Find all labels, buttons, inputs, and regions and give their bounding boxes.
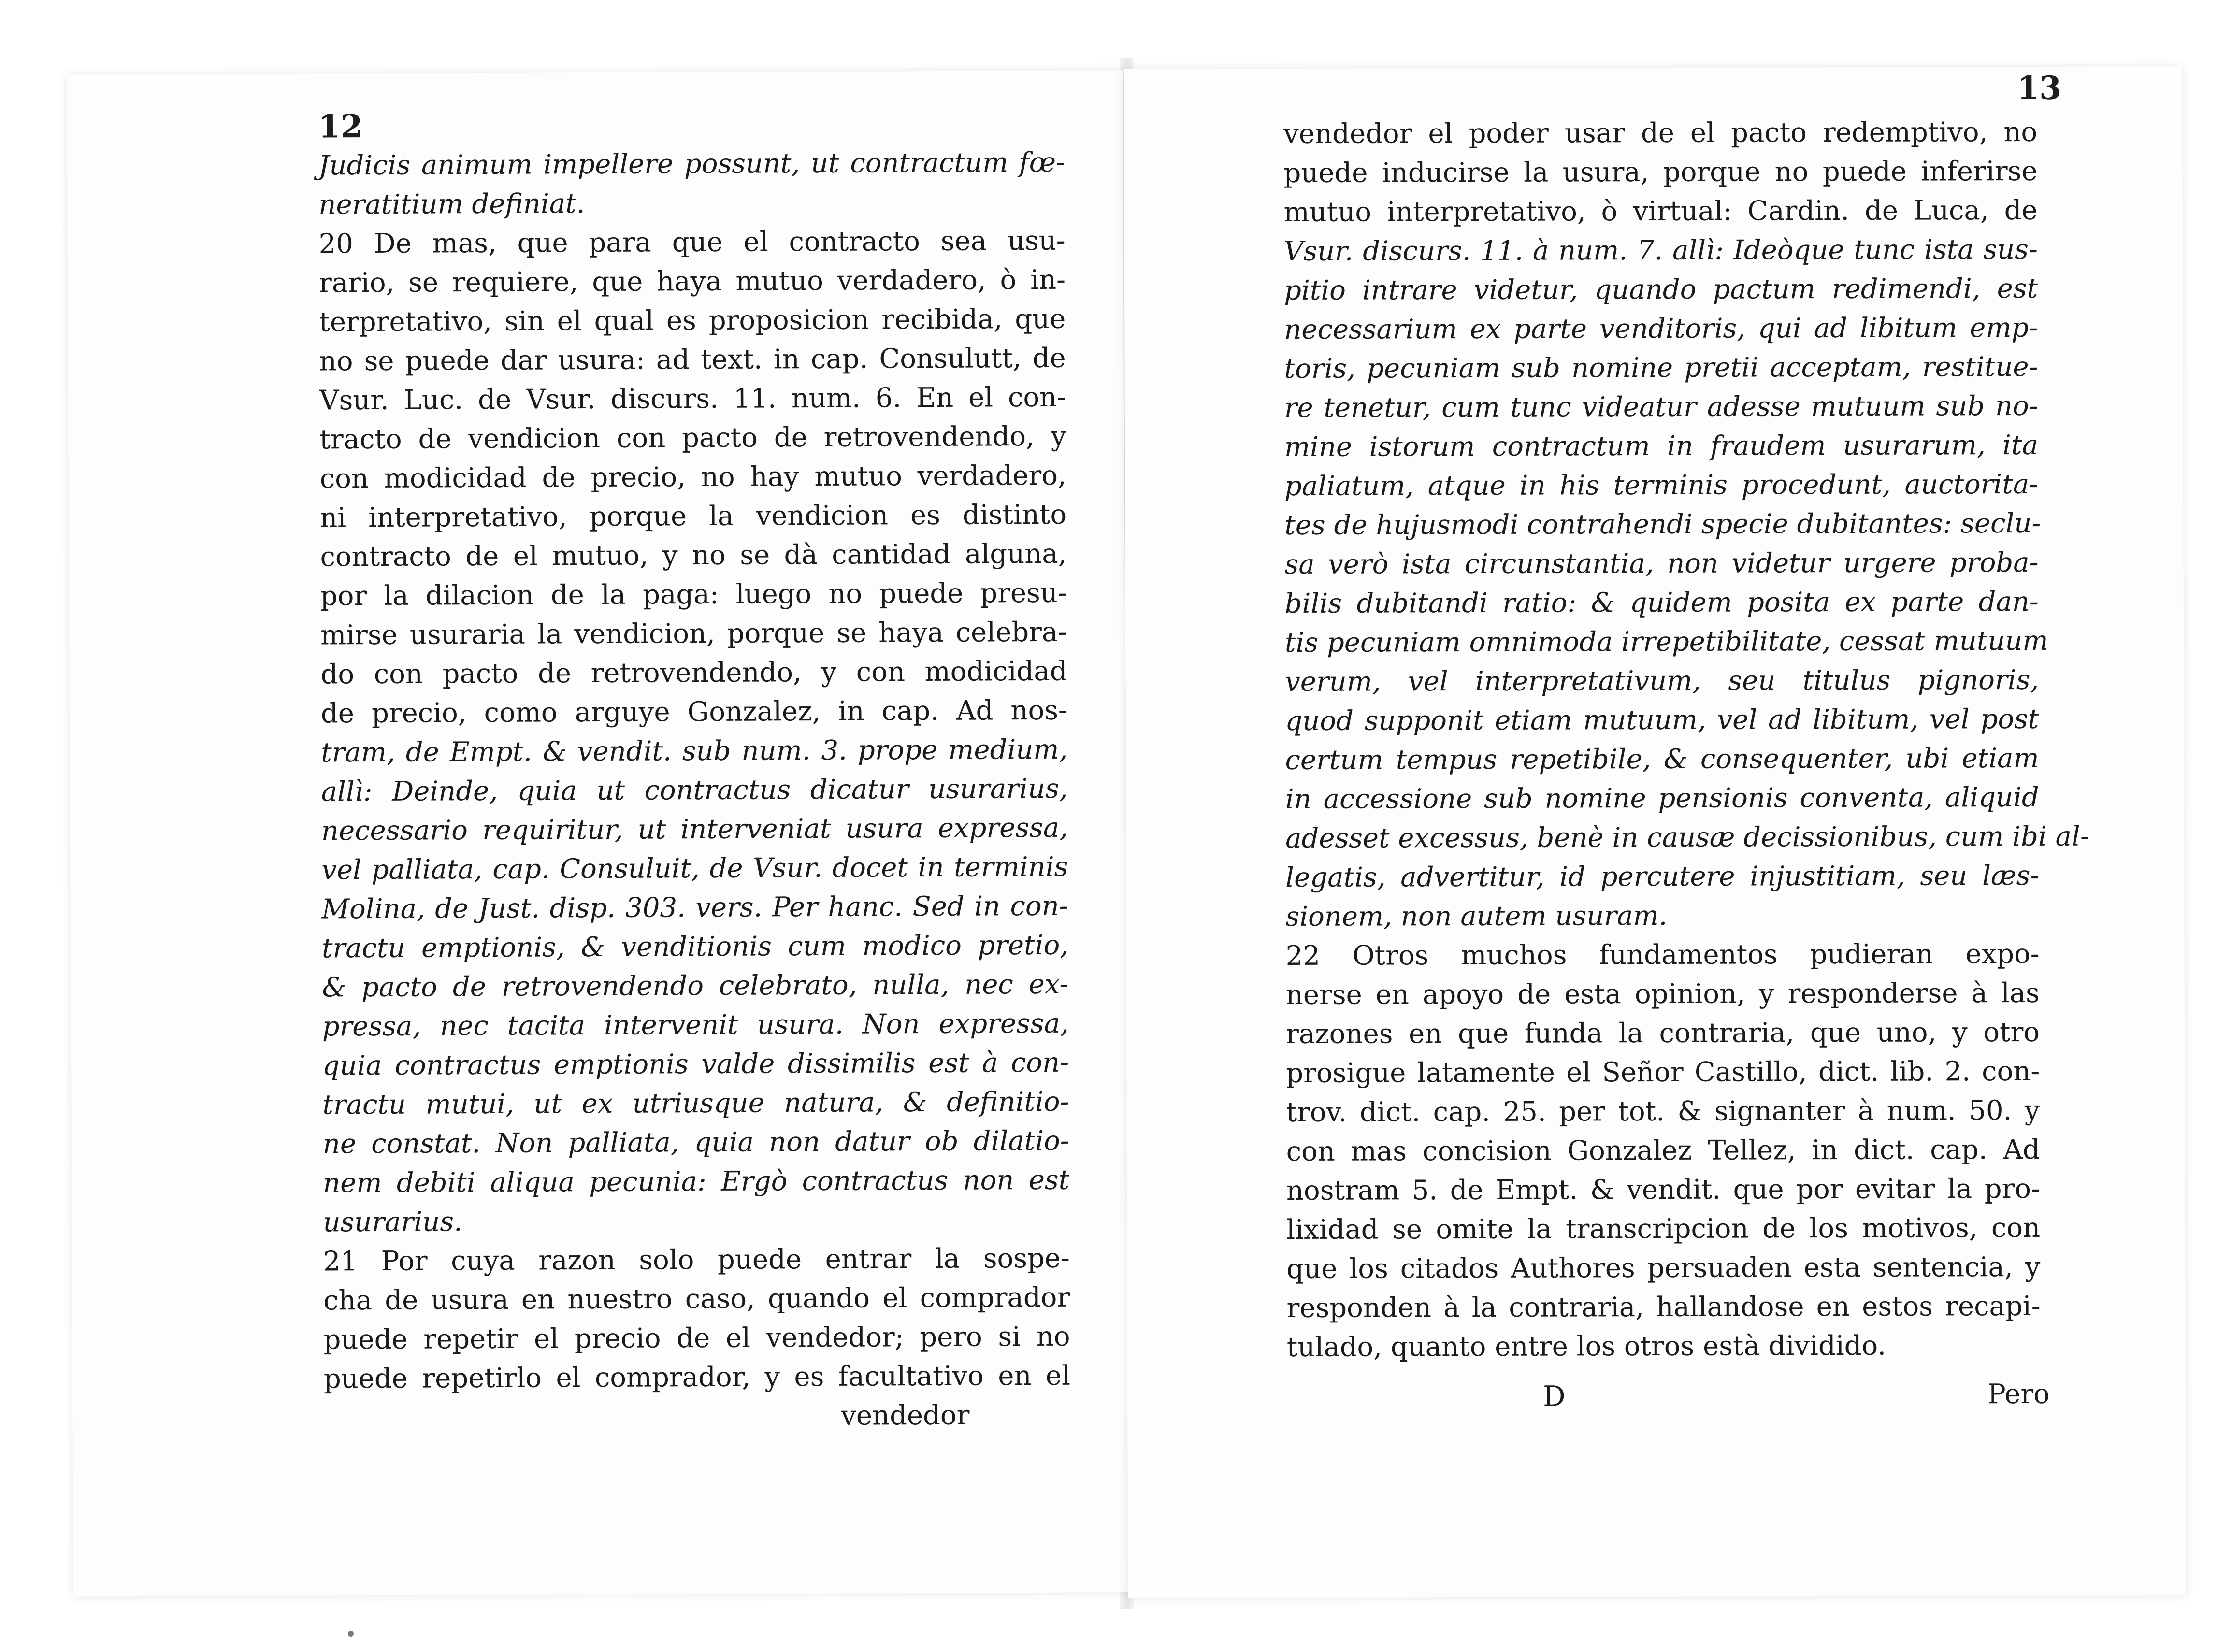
text-line: Judicis animum impellere possunt, ut contractum fœ- <box>318 146 1066 182</box>
text-line: puede repetir el precio de el vendedor; pero si no <box>323 1321 1070 1356</box>
text-line: sa verò ista circunstantia, non videtur urgere proba- <box>1284 546 2039 581</box>
text-line: Molina, de Just. disp. 303. vers. Per hanc. Sed in con- <box>321 890 1068 925</box>
left-page-text <box>318 143 1070 1399</box>
text-line: cha de usura en nuestro caso, quando el comprador <box>323 1281 1070 1317</box>
text-line: con modicidad de precio, no hay mutuo verdadero, <box>319 460 1066 495</box>
text-line: con mas concision Gonzalez Tellez, in dict. cap. Ad <box>1286 1134 2040 1168</box>
text-line: terpretativo, sin el qual es proposicion recibida, que <box>319 303 1066 338</box>
text-line: do con pacto de retrovendendo, y con modicidad <box>320 655 1067 690</box>
text-line: razones en que funda la contraria, que uno, y otro <box>1286 1016 2040 1050</box>
text-line: necessarium ex parte venditoris, qui ad libitum emp- <box>1284 312 2038 346</box>
text-line: lixidad se omite la transcripcion de los motivos, con <box>1286 1212 2041 1246</box>
text-line: 22 Otros muchos fundamentos pudieran expo- <box>1285 938 2040 972</box>
text-line: tractu mutui, ut ex utriusque natura, & definitio- <box>322 1086 1069 1121</box>
text-line: ne constat. Non palliata, quia non datur ob dilatio- <box>322 1125 1069 1160</box>
right-page-text <box>1283 113 2089 1367</box>
text-line: bilis dubitandi ratio: & quidem posita ex parte dan- <box>1284 586 2039 620</box>
text-line: tractu emptionis, & venditionis cum modico pretio, <box>321 929 1069 964</box>
text-line: toris, pecuniam sub nomine pretii acceptam, restitue- <box>1284 351 2038 385</box>
text-line: ni interpretativo, porque la vendicion es distinto <box>320 499 1067 534</box>
text-line: rario, se requiere, que haya mutuo verdadero, ò in- <box>318 264 1066 299</box>
text-line: nostram 5. de Empt. & vendit. que por evitar la pro- <box>1286 1173 2041 1207</box>
text-line: tes de hujusmodi contrahendi specie dubitantes: seclu- <box>1284 507 2041 542</box>
text-line: quod supponit etiam mutuum, vel ad libitum, vel post <box>1285 703 2039 737</box>
text-line: re tenetur, cum tunc videatur adesse mutuum sub no- <box>1284 390 2038 424</box>
catchword-left: vendedor <box>841 1399 970 1432</box>
page-number-right: 13 <box>2017 69 2062 107</box>
text-line: in accessione sub nomine pensionis conventa, aliquid <box>1285 781 2039 816</box>
text-line: verum, vel interpretativum, seu titulus pignoris, <box>1285 664 2039 698</box>
text-line: puede repetirlo el comprador, y es facultativo en el <box>323 1360 1071 1395</box>
text-line: pressa, nec tacita intervenit usura. Non expressa, <box>322 1007 1069 1043</box>
left-page <box>67 70 1129 1597</box>
text-line: tulado, quanto entre los otros està dividido. <box>1286 1330 1886 1363</box>
paper-speck <box>348 1631 354 1637</box>
text-line: adesset excessus, benè in causæ decissionibus, cum ibi al- <box>1285 820 2089 855</box>
text-line: que los citados Authores persuaden esta sentencia, y <box>1286 1251 2041 1285</box>
text-line: puede inducirse la usura, porque no puede inferirse <box>1283 155 2038 189</box>
text-line: nerse en apoyo de esta opinion, y responderse à las <box>1285 977 2040 1011</box>
text-line: 20 De mas, que para que el contracto sea usu- <box>318 225 1066 260</box>
text-line: necessario requiritur, ut interveniat usura expressa, <box>321 812 1068 847</box>
text-line: nem debiti aliqua pecunia: Ergò contractus non est <box>323 1164 1070 1199</box>
text-line: tis pecuniam omnimoda irrepetibilitate, cessat mutuum <box>1284 625 2048 659</box>
text-line: pitio intrare videtur, quando pactum redimendi, est <box>1283 273 2038 307</box>
text-line: por la dilacion de la paga: luego no puede presu- <box>320 577 1067 612</box>
text-line: de precio, como arguye Gonzalez, in cap. Ad nos- <box>320 694 1068 730</box>
catchword-right: Pero <box>1987 1378 2050 1410</box>
text-line: responden à la contraria, hallandose en estos recapi- <box>1286 1290 2041 1324</box>
text-line: & pacto de retrovendendo celebrato, nulla, nec ex- <box>322 968 1069 1004</box>
text-line: certum tempus repetibile, & consequenter, ubi etiam <box>1285 742 2039 776</box>
text-line: quia contractus emptionis valde dissimilis est à con- <box>322 1047 1069 1082</box>
text-line: legatis, advertitur, id percutere injustitiam, seu læs- <box>1285 860 2040 894</box>
text-line: vel palliata, cap. Consuluit, de Vsur. docet in terminis <box>321 851 1068 886</box>
text-line: tracto de vendicion con pacto de retrovendendo, y <box>319 420 1066 456</box>
text-line: sionem, non autem usuram. <box>1285 900 1668 933</box>
text-line: usurarius. <box>323 1206 462 1238</box>
text-line: mutuo interpretativo, ò virtual: Cardin. de Luca, de <box>1283 194 2038 229</box>
signature-mark: D <box>1542 1379 1566 1413</box>
text-line: mirse usuraria la vendicion, porque se haya celebra- <box>320 616 1067 651</box>
text-line: trov. dict. cap. 25. per tot. & signanter à num. 50. y <box>1286 1094 2040 1129</box>
text-line: Vsur. discurs. 11. à num. 7. allì: Ideòque tunc ista sus- <box>1283 233 2038 268</box>
page-number-left: 12 <box>318 107 363 145</box>
text-line: Vsur. Luc. de Vsur. discurs. 11. num. 6. En el con- <box>319 381 1066 417</box>
text-line: vendedor el poder usar de el pacto redemptivo, no <box>1283 116 2038 150</box>
text-line: prosigue latamente el Señor Castillo, dict. lib. 2. con- <box>1286 1055 2040 1090</box>
text-line: tram, de Empt. & vendit. sub num. 3. prope medium, <box>321 733 1068 769</box>
text-line: no se puede dar usura: ad text. in cap. Consulutt, de <box>319 342 1066 377</box>
text-line: neratitium definiat. <box>318 188 585 221</box>
right-page <box>1124 66 2186 1598</box>
text-line: contracto de el mutuo, y no se dà cantidad alguna, <box>320 538 1067 573</box>
text-line: 21 Por cuya razon solo puede entrar la sospe- <box>323 1242 1070 1278</box>
text-line: allì: Deinde, quia ut contractus dicatur usurarius, <box>321 773 1068 808</box>
text-line: paliatum, atque in his terminis procedunt, auctorita- <box>1284 468 2039 503</box>
text-line: mine istorum contractum in fraudem usurarum, ita <box>1284 429 2038 463</box>
